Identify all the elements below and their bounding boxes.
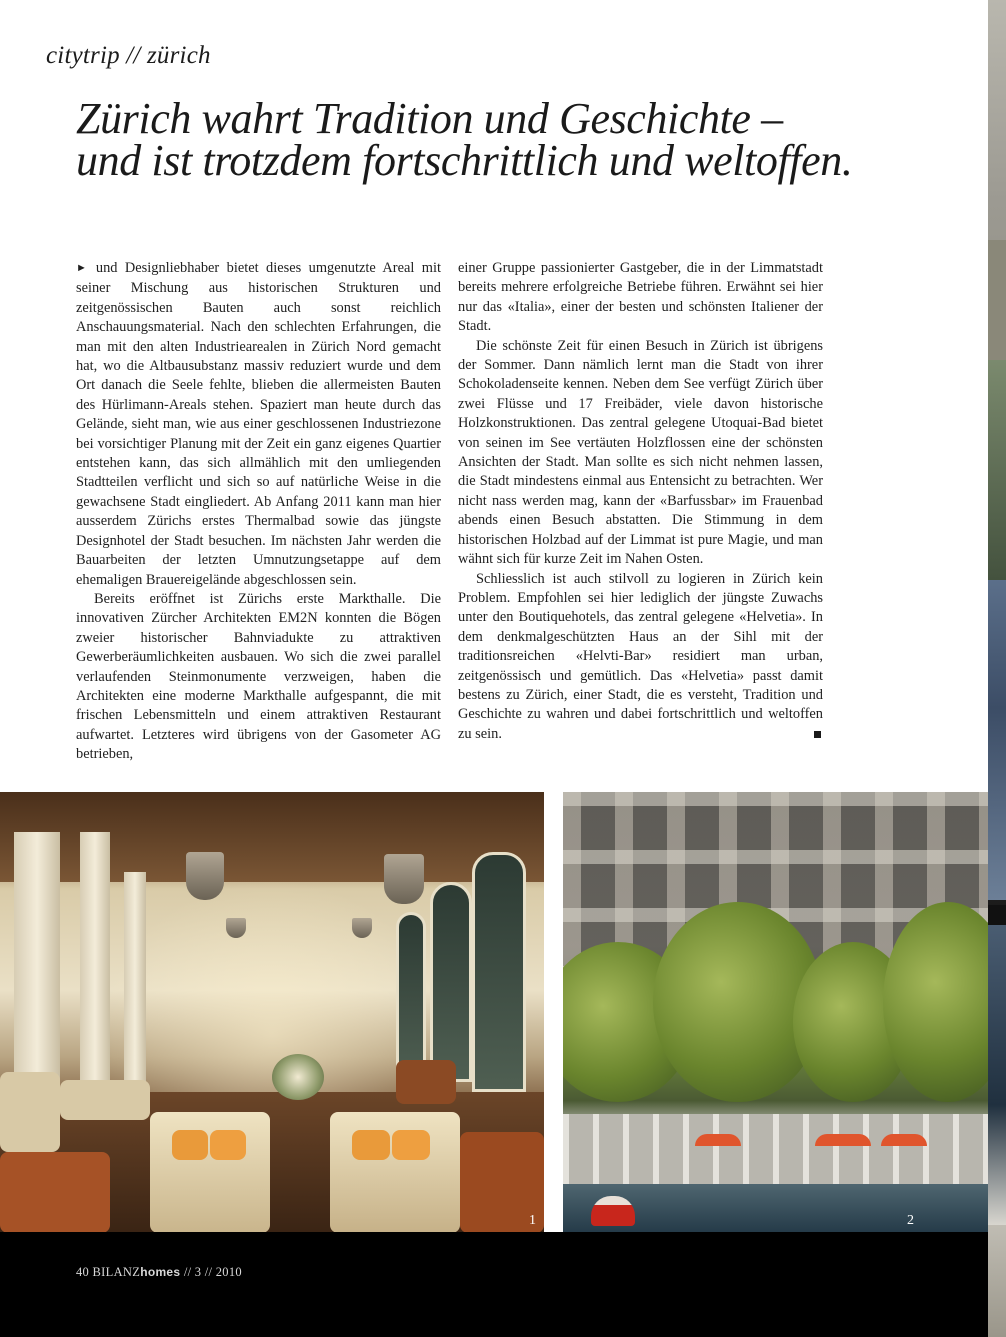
photo-detail [352,1130,390,1160]
photo-gutter [544,792,563,1233]
facing-page-edge-part [988,240,1006,360]
end-of-article-square-icon [814,731,821,738]
photo-detail [396,1060,456,1104]
paragraph-text: und Designliebhaber bietet dieses umgenutzte Areal mit seiner Mischung aus historischen Strukturen und zeitgenössischen Bauten auch sonst reichlich Anschauungsmaterial. Nach den schlechten Erfahrungen, die man mit den alten Industriearealen in Zürich Nord gemacht hat, wo die Altbausubstanz massiv reduziert wurde und dem Ort danach die Seele fehlte, blieben die allermeisten Bauten des Hürlimann-Areals stehen. Spaziert man heute durch das Gelände, sieht man, wie aus einer geschlossenen Industriezone bei vorsichtiger Planung mit der Zeit ein ganz eigenes Quartier entstehen kann, das sich allmählich mit den umliegenden Stadtteilen verflicht und sich so auf natürliche Weise in die gewachsene Stadt eingliedert. Ab Anfang 2011 kann man hier ausserdem Zürichs erstes Thermalbad sowie das jüngste Designhotel der Stadt besuchen. Im nächsten Jahr werden die Bauarbeiten der letzten Umnutzungsetappe auf dem ehemaligen Brauereigelände abgeschlossen sein. [76,260,441,588]
headline [76,94,956,185]
photo-detail [60,1080,150,1120]
magazine-brand-suffix: homes [140,1265,181,1279]
photo-detail [210,1130,246,1160]
page-footer [0,1232,988,1337]
photo-detail [226,918,246,938]
photo-number: 1 [529,1213,536,1228]
photo-detail [0,1152,110,1233]
photo-detail [172,1130,208,1160]
issue-number: // 3 // 2010 [183,1265,242,1279]
paragraph: einer Gruppe passionierter Gastgeber, die in der Limmatstadt bereits mehrere erfolgreiche Betriebe führen. Erwähnt sei hier nur das «Italia», einer der besten und schönsten Italiener der Stadt. [458,260,823,335]
facing-page-edge-part [988,925,1006,1225]
article-column-right [458,259,823,744]
photo-detail [472,852,526,1092]
photo-detail [881,1134,927,1146]
paragraph: Die schönste Zeit für einen Besuch in Zürich ist übrigens der Sommer. Dann nämlich lernt man die Stadt von ihrer Schokoladenseite kennen. Neben dem See verfügt Zürich über zwei Flüsse und 17 Freibäder, viele davon historische Holzkonstruktionen. Das zentral gelegene Utoquai-Bad bietet von seinen im See vertäuten Holzflossen eine der schönsten Ansichten der Stadt. Man sollte es sich nicht nehmen lassen, die Stadt mindestens einmal aus Entensicht zu betrachten. Wer nicht nass werden mag, kann der «Barfussbar» im Frauenbad abends einen Besuch abstatten. Die Stimmung in dem historischen Holzbad auf der Limmat ist pure Magie, und man wähnt sich für kurze Zeit im Nahen Osten. [458,337,823,568]
paragraph: Bereits eröffnet ist Zürichs erste Markthalle. Die innovativen Zürcher Architekten EM2N konnten die Bögen zweier historischer Bahnviadukte zu attraktiven Gewerberäumlichkeiten ausbauen. Wo sich die zwei parallel verlaufenden Steinmonumente verzweigen, haben die Architekten eine moderne Markthalle aufgespannt, die mit frischen Lebensmitteln und einem attraktiven Restaurant aufwartet. Letzteres wird übrigens von der Gasometer AG betrieben, [76,590,441,763]
photo-detail [591,1196,635,1226]
photo-detail [430,882,472,1082]
paragraph [458,570,823,745]
section-label: citytrip // zürich [46,42,211,69]
photo-detail [272,1054,324,1100]
photo-detail [563,1114,988,1184]
photo-limmat-river-bath [563,792,988,1233]
photo-hotel-lounge [0,792,544,1233]
facing-page-edge-part [988,905,1006,925]
facing-page-edge-part [988,360,1006,580]
paragraph-text: Schliesslich ist auch stilvoll zu logieren in Zürich kein Problem. Empfohlen sei hier lediglich der jüngste Zuwachs unter den Boutiquehotels, das zentral gelegene «Helvetia». In dem denkmalgeschützten Haus an der Sihl mit der traditionsreichen «Helvti-Bar» residiert man urban, zeitgenössisch und gemütlich. Das «Helvetia» passt damit bestens zu Zürich, einer Stadt, die es versteht, Tradition und Geschichte zu wahren und dabei fortschrittlich und weltoffen zu sein. [458,570,823,742]
article-column-left [76,259,441,765]
continuation-arrow-icon: ► [76,262,87,274]
photo-detail [0,1072,60,1152]
photo-detail [815,1134,871,1146]
footer-folio [76,1265,242,1280]
photo-detail [695,1134,741,1146]
photo-detail [392,1130,430,1160]
photo-detail [384,854,424,904]
page-number: 40 [76,1265,90,1279]
paragraph [76,259,441,590]
headline-line-1: Zürich wahrt Tradition und Geschichte – [76,94,783,143]
photo-detail [352,918,372,938]
magazine-brand: BILANZ [92,1265,141,1279]
photo-detail [396,912,426,1082]
photo-detail [150,1112,270,1233]
facing-page-edge-part [988,580,1006,900]
headline-line-2: und ist trotzdem fortschrittlich und weltoffen. [76,136,853,185]
photo-number: 2 [907,1213,914,1228]
photo-detail [186,852,224,900]
